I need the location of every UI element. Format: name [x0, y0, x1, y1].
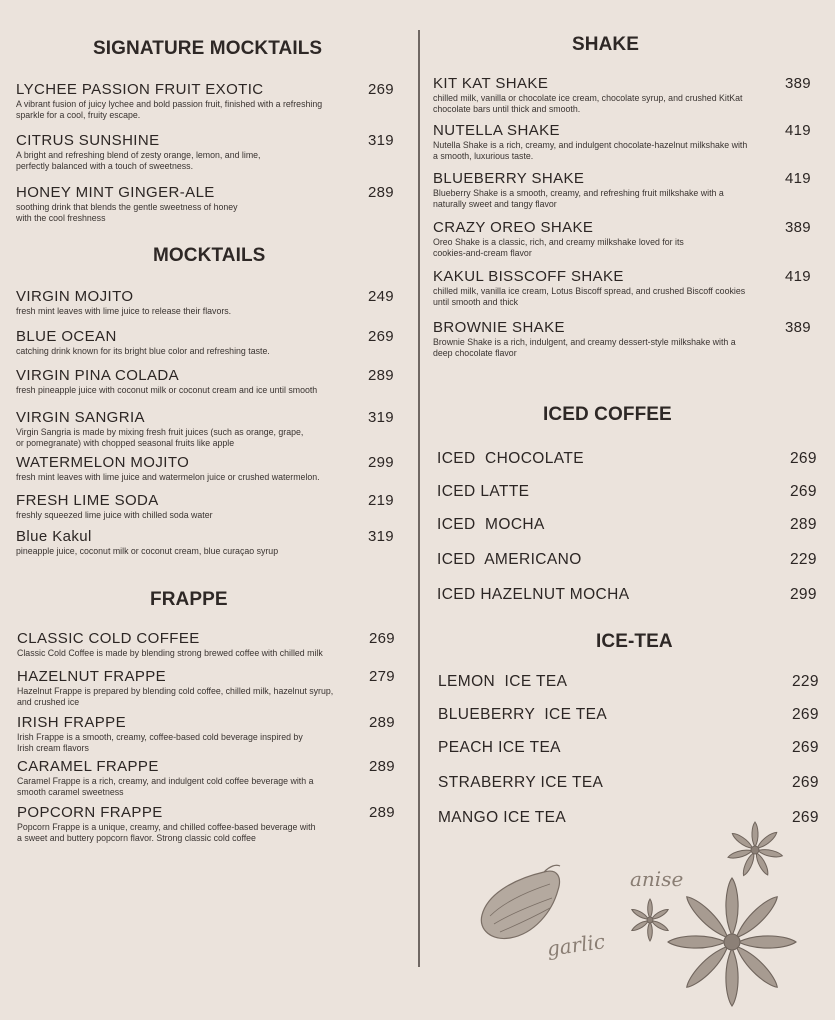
star-anise-small-icon	[727, 822, 783, 877]
item-price: 269	[368, 328, 394, 345]
item-price: 319	[368, 409, 394, 426]
item-price: 269	[369, 630, 395, 647]
item-price: 419	[785, 268, 811, 285]
item-description: Classic Cold Coffee is made by blending strong brewed coffee with chilled milk	[17, 648, 323, 658]
section-title-iced-coffee: ICED COFFEE	[543, 404, 672, 425]
item-price: 289	[790, 516, 817, 533]
item-description: fresh mint leaves with lime juice to release their flavors.	[16, 306, 232, 316]
anise-label: anise	[630, 867, 684, 891]
item-description: Virgin Sangria is made by mixing fresh fruit juices (such as orange, grape, or pomegranate) with chopped seasonal fruits like apple	[16, 427, 304, 448]
item-name: PEACH ICE TEA	[438, 739, 561, 756]
item-name: HONEY MINT GINGER-ALE	[16, 184, 215, 201]
item-name: VIRGIN PINA COLADA	[16, 367, 180, 384]
item-price: 269	[792, 774, 819, 791]
section-title-ice-tea: ICE-TEA	[596, 631, 673, 652]
item-description: Nutella Shake is a rich, creamy, and indulgent chocolate-hazelnut milkshake with a smooth, luxurious taste.	[433, 140, 748, 161]
garlic-label: garlic	[545, 929, 607, 961]
section-title-mocktails: MOCKTAILS	[153, 245, 266, 266]
item-name: CARAMEL FRAPPE	[17, 758, 159, 775]
item-description: chilled milk, vanilla ice cream, Lotus Biscoff spread, and crushed Biscoff cookies until smooth and thick	[433, 286, 746, 307]
item-price: 289	[369, 804, 395, 821]
garlic-clove-icon	[481, 865, 560, 938]
star-anise-tiny-icon	[631, 899, 670, 941]
item-name: IRISH FRAPPE	[17, 714, 126, 731]
item-price: 269	[792, 809, 819, 826]
item-price: 289	[368, 367, 394, 384]
item-name: WATERMELON MOJITO	[16, 454, 190, 471]
section-title-frappe: FRAPPE	[150, 589, 228, 610]
item-name: LEMON ICE TEA	[438, 673, 568, 690]
item-name: STRABERRY ICE TEA	[438, 774, 604, 791]
item-price: 319	[368, 132, 394, 149]
item-name: CITRUS SUNSHINE	[16, 132, 160, 149]
item-name: VIRGIN SANGRIA	[16, 409, 145, 426]
item-description: Brownie Shake is a rich, indulgent, and creamy dessert-style milkshake with a deep chocolate flavor	[433, 337, 736, 358]
item-description: Hazelnut Frappe is prepared by blending cold coffee, chilled milk, hazelnut syrup, and crushed ice	[17, 686, 334, 707]
item-name: BLUEBERRY ICE TEA	[438, 706, 608, 723]
item-price: 249	[368, 288, 394, 305]
item-description: Oreo Shake is a classic, rich, and creamy milkshake loved for its cookies-and-cream flavor	[433, 237, 684, 258]
item-name: Blue Kakul	[16, 528, 92, 545]
item-price: 269	[792, 739, 819, 756]
item-price: 229	[792, 673, 819, 690]
item-name: ICED MOCHA	[437, 516, 545, 533]
section-title-signature-mocktails: SIGNATURE MOCKTAILS	[93, 38, 323, 59]
item-name: ICED LATTE	[437, 483, 530, 500]
item-name: BLUEBERRY SHAKE	[433, 170, 585, 187]
item-name: HAZELNUT FRAPPE	[17, 668, 167, 685]
section-title-shake: SHAKE	[572, 34, 640, 55]
item-price: 389	[785, 75, 811, 92]
item-name: MANGO ICE TEA	[438, 809, 567, 826]
item-name: CRAZY OREO SHAKE	[433, 219, 594, 236]
item-name: BROWNIE SHAKE	[433, 319, 565, 336]
item-name: POPCORN FRAPPE	[17, 804, 163, 821]
item-description: Blueberry Shake is a smooth, creamy, and refreshing fruit milkshake with a naturally sweet and tangy flavor	[433, 188, 724, 209]
item-description: pineapple juice, coconut milk or coconut cream, blue curaçao syrup	[16, 546, 279, 556]
item-name: VIRGIN MOJITO	[16, 288, 134, 305]
item-description: fresh pineapple juice with coconut milk or coconut cream and ice until smooth	[16, 385, 318, 395]
item-name: BLUE OCEAN	[16, 328, 117, 345]
column-divider	[418, 30, 420, 967]
item-description: A vibrant fusion of juicy lychee and bold passion fruit, finished with a refreshing sparkle for a cool, fruity escape.	[16, 99, 323, 120]
item-description: Irish Frappe is a smooth, creamy, coffee-based cold beverage inspired by Irish cream flavors	[17, 732, 303, 753]
item-price: 279	[369, 668, 395, 685]
item-price: 299	[368, 454, 394, 471]
item-description: Caramel Frappe is a rich, creamy, and indulgent cold coffee beverage with a smooth caramel sweetness	[17, 776, 314, 797]
item-price: 419	[785, 122, 811, 139]
item-price: 269	[790, 450, 817, 467]
item-description: soothing drink that blends the gentle sweetness of honey with the cool freshness	[16, 202, 238, 223]
item-price: 269	[792, 706, 819, 723]
spice-illustration	[470, 820, 815, 1010]
item-description: Popcorn Frappe is a unique, creamy, and chilled coffee-based beverage with a sweet and buttery popcorn flavor. Strong classic cold coffee	[17, 822, 316, 843]
item-price: 289	[369, 714, 395, 731]
item-price: 319	[368, 528, 394, 545]
item-price: 289	[369, 758, 395, 775]
item-description: chilled milk, vanilla or chocolate ice cream, chocolate syrup, and crushed KitKat chocolate bars until thick and smooth.	[433, 93, 743, 114]
item-name: ICED CHOCOLATE	[437, 450, 584, 467]
item-price: 389	[785, 219, 811, 236]
item-name: LYCHEE PASSION FRUIT EXOTIC	[16, 81, 264, 98]
item-price: 299	[790, 586, 817, 603]
item-price: 219	[368, 492, 394, 509]
item-price: 419	[785, 170, 811, 187]
item-name: KAKUL BISSCOFF SHAKE	[433, 268, 624, 285]
item-name: FRESH LIME SODA	[16, 492, 159, 509]
item-price: 269	[790, 483, 817, 500]
item-price: 389	[785, 319, 811, 336]
item-name: ICED HAZELNUT MOCHA	[437, 586, 630, 603]
item-price: 229	[790, 551, 817, 568]
item-description: fresh mint leaves with lime juice and watermelon juice or crushed watermelon.	[16, 472, 320, 482]
item-description: A bright and refreshing blend of zesty orange, lemon, and lime, perfectly balanced with a touch of sweetness.	[16, 150, 261, 171]
item-description: freshly squeezed lime juice with chilled soda water	[16, 510, 213, 520]
item-name: NUTELLA SHAKE	[433, 122, 560, 139]
item-description: catching drink known for its bright blue color and refreshing taste.	[16, 346, 270, 356]
item-name: KIT KAT SHAKE	[433, 75, 549, 92]
item-price: 269	[368, 81, 394, 98]
item-name: ICED AMERICANO	[437, 551, 582, 568]
star-anise-large-icon	[668, 878, 796, 1006]
item-price: 289	[368, 184, 394, 201]
item-name: CLASSIC COLD COFFEE	[17, 630, 200, 647]
